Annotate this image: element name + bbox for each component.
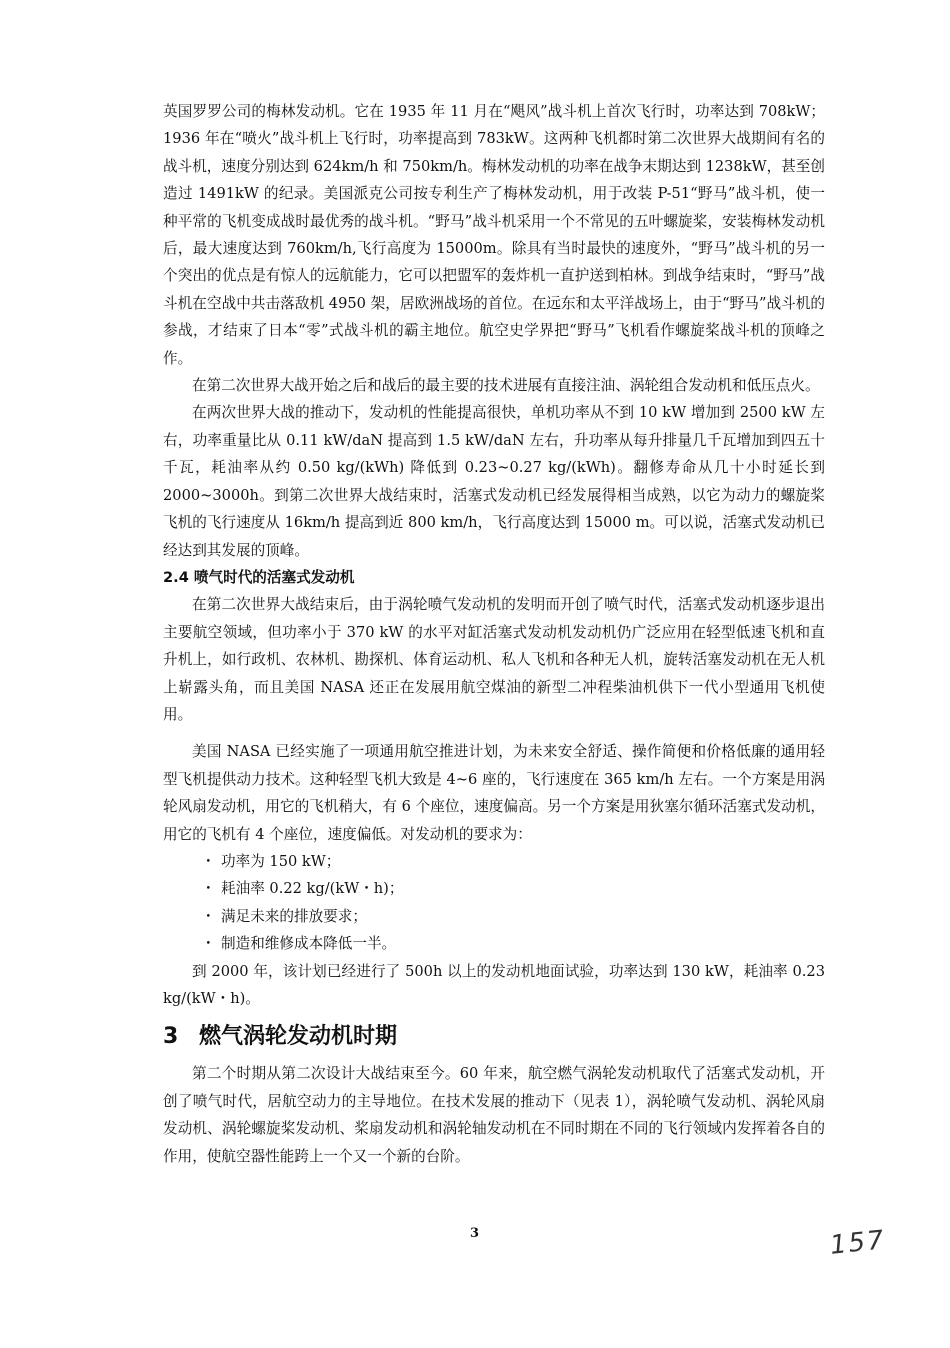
bullet-icon: ・: [201, 907, 216, 925]
section-heading-3: [163, 1020, 825, 1054]
paragraph-wwii-progress: 在第二次世界大战开始之后和战后的最主要的技术进展有直接注油、涡轮组合发动机和低压点火。: [192, 377, 820, 395]
list-item: [201, 848, 825, 875]
paragraph-spacer: [163, 728, 825, 738]
list-item: [201, 930, 825, 957]
paragraph-gas-turbine-era: 第二个时期从第二次设计大战结束至今。60 年来，航空燃气涡轮发动机取代了活塞式发动机，开创了喷气时代，居航空动力的主导地位。在技术发展的推动下（见表 1），涡轮喷气发动机、涡轮风扇发动机、涡轮螺旋桨发动机、桨扇发动机和涡轮轴发动机在不同时期在不同的飞行领域内发挥着各自的作用，使航空器性能跨上一个又一个新的台阶。: [163, 1065, 825, 1165]
handwritten-page-number: 157: [828, 1225, 888, 1261]
bullet-icon: ・: [201, 935, 216, 953]
paragraph-jet-era-piston: 在第二次世界大战结束后，由于涡轮喷气发动机的发明而开创了喷气时代，活塞式发动机逐步退出主要航空领域，但功率小于 370 kW 的水平对缸活塞式发动机发动机仍广泛应用在轻型低速飞机和直升机上，如行政机、农林机、勘探机、体育运动机、私人飞机和各种无人机，旋转活塞发动机在无人机上崭露头角，而且美国 NASA 还正在发展用航空煤油的新型二冲程柴油机供下一代小型通用飞机使用。: [163, 596, 825, 723]
list-item-text: 满足未来的排放要求；: [221, 907, 367, 925]
page-number: 3: [470, 1226, 480, 1241]
bullet-icon: ・: [201, 852, 216, 870]
list-item: [201, 875, 825, 902]
section-number: 3: [163, 1024, 179, 1050]
list-item: [201, 903, 825, 930]
list-item-text: 耗油率 0.22 kg/(kW・h)；: [221, 880, 404, 898]
paragraph-program-results: 到 2000 年，该计划已经进行了 500h 以上的发动机地面试验，功率达到 130 kW，耗油率 0.23 kg/(kW・h)。: [163, 962, 825, 1007]
subheading-2-4: 2.4 喷气时代的活塞式发动机: [163, 568, 355, 586]
paragraph-nasa-program: 美国 NASA 已经实施了一项通用航空推进计划，为未来安全舒适、操作简便和价格低廉的通用轻型飞机提供动力技术。这种轻型飞机大致是 4~6 座的，飞行速度在 365 km/h 左右。一个方案是用涡轮风扇发动机，用它的飞机稍大，有 6 个座位，速度偏高。另一个方案是用狄塞尔循环活塞式发动机，用它的飞机有 4 个座位，速度偏低。对发动机的要求为：: [163, 743, 825, 843]
section-title: 燃气涡轮发动机时期: [199, 1024, 398, 1050]
list-item-text: 功率为 150 kW；: [221, 852, 341, 870]
bullet-icon: ・: [201, 880, 216, 898]
requirements-list: [163, 848, 825, 958]
page-body: [163, 98, 825, 1170]
list-item-text: 制造和维修成本降低一半。: [221, 935, 397, 953]
paragraph-performance-summary: 在两次世界大战的推动下，发动机的性能提高很快，单机功率从不到 10 kW 增加到 2500 kW 左右，功率重量比从 0.11 kW/daN 提高到 1.5 kW/daN 左右，升功率从每升排量几千瓦增加到四五十千瓦，耗油率从约 0.50 kg/(kWh) 降低到 0.23~0.27 kg/(kWh)。翻修寿命从几十小时延长到 2000~3000h。到第二次世界大战结束时，活塞式发动机已经发展得相当成熟，以它为动力的螺旋桨飞机的飞行速度从 16km/h 提高到近 800 km/h，飞行高度达到 15000 m。可以说，活塞式发动机已经达到其发展的顶峰。: [163, 404, 825, 559]
paragraph-merlin-engine: 英国罗罗公司的梅林发动机。它在 1935 年 11 月在“飓风”战斗机上首次飞行时，功率达到 708kW；1936 年在“喷火”战斗机上飞行时，功率提高到 783kW。这两种飞机都时第二次世界大战期间有名的战斗机，速度分别达到 624km/h 和 750km/h。梅林发动机的功率在战争末期达到 1238kW，甚至创造过 1491kW 的纪录。美国派克公司按专利生产了梅林发动机，用于改装 P-51“野马”战斗机，使一种平常的飞机变成战时最优秀的战斗机。“野马”战斗机采用一个不常见的五叶螺旋桨，安装梅林发动机后，最大速度达到 760km/h,飞行高度为 15000m。除具有当时最快的速度外，“野马”战斗机的另一个突出的优点是有惊人的远航能力，它可以把盟军的轰炸机一直护送到柏林。到战争结束时，“野马”战斗机在空战中共击落敌机 4950 架，居欧洲战场的首位。在远东和太平洋战场上，由于“野马”战斗机的参战，才结束了日本“零”式战斗机的霸主地位。航空史学界把“野马”飞机看作螺旋桨战斗机的顶峰之作。: [163, 103, 825, 367]
